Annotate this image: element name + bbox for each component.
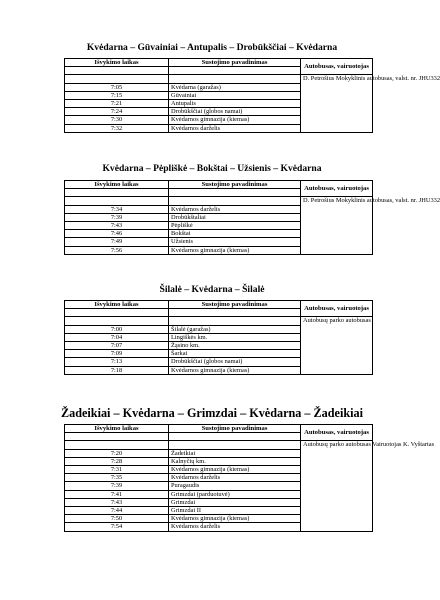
schedule-rows — [65, 197, 440, 254]
bus-driver-cell: D. Petrošius Mokyklinis autobusas, valst. nr. JHU332 — [301, 197, 373, 254]
spacer-cell — [169, 189, 301, 197]
route-title: Žadeikiai – Kvėdarna – Grimzdai – Kvėdarna – Žadeikiai — [61, 406, 363, 420]
spacer-cell — [65, 441, 169, 449]
departure-time-cell: 7:13 — [65, 358, 169, 366]
spacer-row — [65, 197, 373, 205]
departure-time-cell: 7:43 — [65, 221, 169, 229]
spacer-row — [65, 317, 373, 325]
header-departure-time: Išvykimo laikas — [65, 181, 169, 189]
departure-time-cell: 7:04 — [65, 333, 169, 341]
spacer-cell — [65, 67, 169, 75]
departure-time-cell: 7:30 — [65, 116, 169, 124]
stop-name-cell: Puragaudis — [169, 482, 301, 490]
departure-time-cell: 7:05 — [65, 83, 169, 91]
header-stop-name: Sustojimo pavadinimas — [169, 425, 301, 433]
header-stop-name: Sustojimo pavadinimas — [169, 301, 301, 309]
departure-time-cell: 7:21 — [65, 99, 169, 107]
stop-name-cell: Šarkai — [169, 350, 301, 358]
spacer-cell — [169, 317, 301, 325]
departure-time-cell: 7:46 — [65, 230, 169, 238]
stop-name-cell: Drobūkščiai (globos namai) — [169, 358, 301, 366]
departure-time-cell: 7:00 — [65, 325, 169, 333]
spacer-cell — [65, 433, 169, 441]
stop-name-cell: Kvėdarnos darželis — [169, 523, 301, 531]
bus-driver-cell: Autobusų parko autobusas Vairuotojas K. Vyštartas — [301, 441, 373, 531]
stop-name-cell: Drobūkščiai (globos namai) — [169, 108, 301, 116]
stop-name-cell: Kvėdarnos darželis — [169, 205, 301, 213]
spacer-cell — [169, 309, 301, 317]
table-header-row — [65, 425, 373, 433]
departure-time-cell: 7:43 — [65, 498, 169, 506]
header-bus-driver: Autobusas, vairuotojas — [301, 59, 373, 75]
departure-time-cell: 7:44 — [65, 507, 169, 515]
spacer-cell — [169, 433, 301, 441]
header-stop-name: Sustojimo pavadinimas — [169, 181, 301, 189]
header-bus-driver: Autobusas, vairuotojas — [301, 301, 373, 317]
departure-time-cell: 7:39 — [65, 482, 169, 490]
stop-name-cell: Kvėdarnos darželis — [169, 124, 301, 132]
departure-time-cell: 7:56 — [65, 246, 169, 254]
stop-name-cell: Žąsino km. — [169, 341, 301, 349]
stop-name-cell: Lingiškės km. — [169, 333, 301, 341]
stop-name-cell: Kvėdarnos gimnazija (kiemas) — [169, 116, 301, 124]
table-header-row — [65, 59, 373, 67]
header-bus-driver: Autobusas, vairuotojas — [301, 181, 373, 197]
departure-time-cell: 7:20 — [65, 449, 169, 457]
spacer-row — [65, 441, 373, 449]
spacer-cell — [65, 189, 169, 197]
departure-time-cell: 7:32 — [65, 124, 169, 132]
stop-name-cell: Kvėdarnos gimnazija (kiemas) — [169, 366, 301, 374]
bus-driver-cell: D. Petrošius Mokyklinis autobusas, valst. nr. JHU332 — [301, 75, 373, 132]
departure-time-cell: 7:50 — [65, 515, 169, 523]
spacer-cell — [65, 317, 169, 325]
departure-time-cell: 7:07 — [65, 341, 169, 349]
spacer-cell — [65, 75, 169, 83]
stop-name-cell: Bokštai — [169, 230, 301, 238]
header-departure-time: Išvykimo laikas — [65, 59, 169, 67]
departure-time-cell: 7:35 — [65, 474, 169, 482]
schedule-table — [64, 300, 373, 375]
schedule-table — [64, 58, 440, 133]
departure-time-cell: 7:28 — [65, 457, 169, 465]
route-title: Kvėdarna – Gūvainiai – Antupalis – Drobūkščiai – Kvėdarna — [86, 42, 338, 53]
header-bus-driver: Autobusas, vairuotojas — [301, 425, 373, 441]
table-header-row — [65, 301, 373, 309]
header-stop-name: Sustojimo pavadinimas — [169, 59, 301, 67]
departure-time-cell: 7:18 — [65, 366, 169, 374]
departure-time-cell: 7:09 — [65, 350, 169, 358]
stop-name-cell: Kalnyčių km. — [169, 457, 301, 465]
spacer-cell — [169, 197, 301, 205]
stop-name-cell: Žadeikiai — [169, 449, 301, 457]
schedule-rows — [65, 441, 435, 531]
spacer-cell — [65, 197, 169, 205]
spacer-cell — [169, 75, 301, 83]
departure-time-cell: 7:31 — [65, 465, 169, 473]
stop-name-cell: Kvėdarnos gimnazija (kiemas) — [169, 465, 301, 473]
schedule-table — [64, 424, 435, 532]
stop-name-cell: Grimzdai (parduotuvė) — [169, 490, 301, 498]
spacer-row — [65, 75, 373, 83]
stop-name-cell: Pėpliškė — [169, 221, 301, 229]
spacer-cell — [169, 441, 301, 449]
stop-name-cell: Gūvainiai — [169, 91, 301, 99]
stop-name-cell: Drobūkštaliai — [169, 213, 301, 221]
route-title: Kvėdarna – Pėpliškė – Bokštai – Užsienis – Kvėdarna — [102, 163, 322, 174]
schedule-rows — [65, 317, 373, 374]
departure-time-cell: 7:15 — [65, 91, 169, 99]
header-departure-time: Išvykimo laikas — [65, 425, 169, 433]
departure-time-cell: 7:34 — [65, 205, 169, 213]
stop-name-cell: Kvėdarnos gimnazija (kiemas) — [169, 515, 301, 523]
bus-driver-cell: Autobusų parko autobusas — [301, 317, 373, 374]
departure-time-cell: 7:39 — [65, 213, 169, 221]
table-header-row — [65, 181, 373, 189]
schedule-rows — [65, 75, 440, 132]
departure-time-cell: 7:41 — [65, 490, 169, 498]
departure-time-cell: 7:24 — [65, 108, 169, 116]
schedule-table — [64, 180, 440, 255]
stop-name-cell: Užsienis — [169, 238, 301, 246]
spacer-cell — [65, 309, 169, 317]
stop-name-cell: Grimzdai — [169, 498, 301, 506]
stop-name-cell: Šilalė (garažas) — [169, 325, 301, 333]
stop-name-cell: Antupalis — [169, 99, 301, 107]
stop-name-cell: Kvėdarnos darželis — [169, 474, 301, 482]
spacer-cell — [169, 67, 301, 75]
route-title: Šilalė – Kvėdarna – Šilalė — [159, 284, 265, 295]
stop-name-cell: Kvėdarna (garažas) — [169, 83, 301, 91]
departure-time-cell: 7:54 — [65, 523, 169, 531]
stop-name-cell: Kvėdarnos gimnazija (kiemas) — [169, 246, 301, 254]
departure-time-cell: 7:49 — [65, 238, 169, 246]
header-departure-time: Išvykimo laikas — [65, 301, 169, 309]
stop-name-cell: Grimzdai II — [169, 507, 301, 515]
